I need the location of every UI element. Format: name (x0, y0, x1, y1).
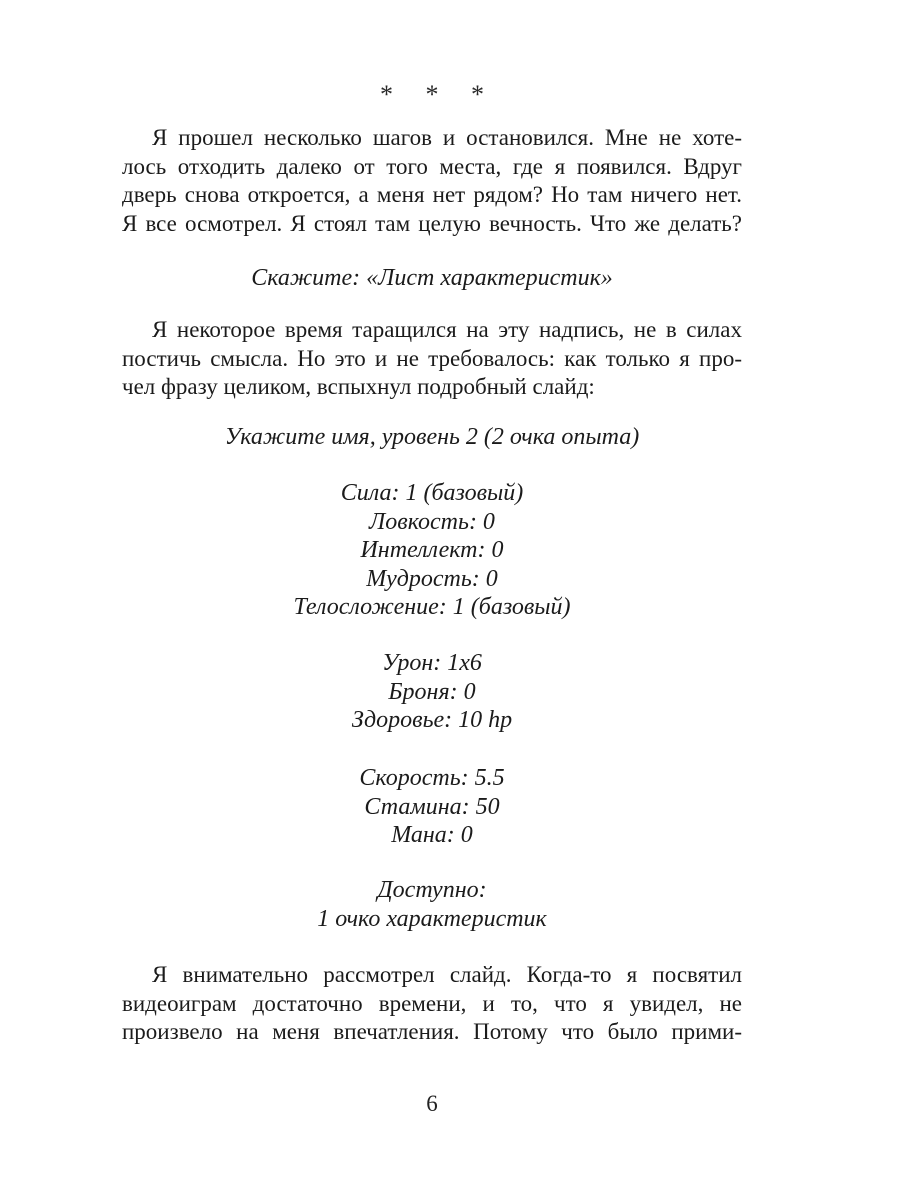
stat-line-damage: Урон: 1x6 (382, 650, 482, 676)
paragraph-line: Я некоторое время таращился на эту надпись, не в силах (152, 317, 742, 342)
stat-line-intellect: Интеллект: 0 (360, 537, 504, 563)
stat-line-agility: Ловкость: 0 (369, 508, 495, 535)
paragraph-line: Я все осмотрел. Я стоял там целую вечность. Что же делать? (122, 210, 742, 236)
stat-line-speed: Скорость: 5.5 (359, 765, 505, 791)
stat-line-mana: Мана: 0 (391, 822, 473, 848)
paragraph-line: видеоиграм достаточно времени, и то, что я увидел, не (122, 990, 742, 1016)
character-sheet-header: Укажите имя, уровень 2 (2 очка опыта) (224, 424, 640, 450)
paragraph-line: Я прошел несколько шагов и остановился. Мне не хоте- (152, 125, 742, 150)
stat-line-constitution: Телосложение: 1 (базовый) (293, 594, 571, 620)
available-points-block (122, 876, 742, 933)
combat-stats-block (122, 649, 742, 735)
paragraph-3 (122, 961, 742, 1047)
resource-stats-block (122, 764, 742, 850)
paragraph-line: лось отходить далеко от того места, где я появился. Вдруг (122, 153, 742, 179)
page-number: 6 (426, 1091, 438, 1116)
paragraph-2 (122, 316, 742, 402)
paragraph-line: чел фразу целиком, вспыхнул подробный слайд: (122, 374, 595, 399)
stat-line-stamina: Стамина: 50 (364, 793, 500, 820)
stat-line-strength: Сила: 1 (базовый) (340, 480, 524, 506)
section-separator: * * * (380, 80, 497, 109)
paragraph-line: дверь снова откроется, а меня нет рядом? Но там ничего нет. (122, 182, 742, 207)
attributes-block (122, 479, 742, 622)
paragraph-line: произвело на меня впечатления. Потому что было прими- (122, 1019, 742, 1044)
stat-line-wisdom: Мудрость: 0 (366, 565, 498, 592)
stat-line-health: Здоровье: 10 hp (351, 707, 513, 733)
text-column (122, 0, 742, 1200)
paragraph-line: Я внимательно рассмотрел слайд. Когда-то я посвятил (152, 962, 742, 987)
system-invocation-line: Скажите: «Лист характеристик» (251, 265, 613, 291)
available-value: 1 очко характеристик (317, 905, 547, 932)
paragraph-line: постичь смысла. Но это и не требовалось: как только я про- (122, 345, 742, 371)
available-label: Доступно: (377, 877, 487, 903)
paragraph-1 (122, 124, 742, 238)
stat-line-armor: Броня: 0 (388, 678, 476, 705)
